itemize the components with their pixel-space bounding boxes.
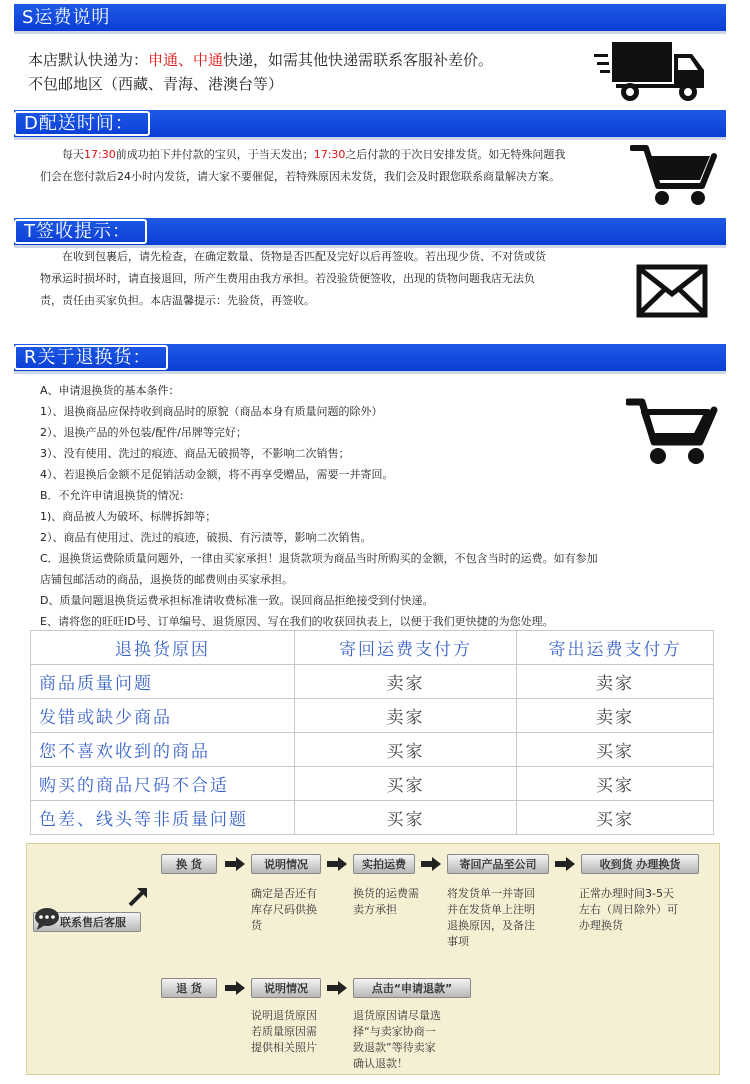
section-title-shipping: S运费说明 <box>22 7 111 28</box>
returns-line: 1)、商品被人为破坏、标牌拆卸等； <box>40 510 217 523</box>
shipping-suffix: 快递，如需其他快递需联系客服补差价。 <box>223 51 494 69</box>
returns-line: 2）、商品有使用过、洗过的痕迹，破损、有污渍等，影响二次销售。 <box>40 531 372 544</box>
truck-icon <box>594 40 706 104</box>
table-row <box>31 801 714 835</box>
table-row <box>31 733 714 767</box>
desc-refund-2: 退货原因请尽量选 择“与卖家协商一 致退款”等待卖家 确认退款！ <box>353 1009 441 1070</box>
shipping-prefix: 本店默认快递为： <box>28 51 149 69</box>
shipping-line2: 不包邮地区（西藏、青海、港澳台等） <box>28 75 284 93</box>
chat-icon <box>33 906 61 932</box>
returns-line: 4）、若退换后金额不足促销活动金额，将不再享受赠品，需要一并寄回。 <box>40 468 394 481</box>
delivery-text-a: 每天 <box>62 148 84 161</box>
table-cell: 卖家 <box>517 699 714 733</box>
desc-exchange-4: 正常办理时间3-5天 左右（周日除外）可 办理换货 <box>579 887 678 932</box>
delivery-text-c: 之后付款的于次日安排发货。如无特殊问题我 <box>345 148 566 161</box>
arrow-right-icon <box>225 857 245 871</box>
table-header: 寄出运费支付方 <box>517 631 714 665</box>
arrow-right-icon <box>555 857 575 871</box>
section-bar-shipping <box>14 4 726 34</box>
returns-line: D、质量问题退换货运费承担标准请收费标准一致。误回商品拒绝接受到付快递。 <box>40 594 434 607</box>
returns-line: 店铺包邮活动的商品，退换货的邮费则由买家承担。 <box>40 573 293 586</box>
returns-line: E、请将您的旺旺ID号、订单编号、退货原因、写在我们的收获回执表上，以便于我们更快捷的为您处理。 <box>40 615 554 628</box>
table-cell: 商品质量问题 <box>31 665 295 699</box>
returns-line: B．不允许申请退换货的情况: <box>40 489 184 502</box>
step-refund-explain: 说明情况 <box>251 978 321 998</box>
table-header: 寄回运费支付方 <box>295 631 517 665</box>
table-cell: 卖家 <box>295 699 517 733</box>
step-send-back: 寄回产品至公司 <box>447 854 549 874</box>
section-bar-returns <box>14 344 726 374</box>
table-cell: 卖家 <box>517 665 714 699</box>
delivery-line2: 们会在您付款后24小时内发货，请大家不要催促，若特殊原因未发货，我们会及时跟您联系商量解决方案。 <box>40 170 560 183</box>
cart-icon <box>630 142 720 210</box>
section-title-receipt: T签收提示： <box>14 219 147 244</box>
envelope-icon <box>636 264 708 318</box>
step-explain: 说明情况 <box>251 854 321 874</box>
returns-cost-table <box>30 630 714 835</box>
table-cell: 买家 <box>295 733 517 767</box>
section-title-returns: R关于退换货： <box>14 345 168 370</box>
after-sales-flow <box>26 843 720 1075</box>
arrow-right-icon <box>327 981 347 995</box>
arrow-up-right-icon <box>127 884 151 908</box>
returns-line: 1）、退换商品应保持收到商品时的原貌（商品本身有质量问题的除外） <box>40 405 383 418</box>
table-cell: 发错或缺少商品 <box>31 699 295 733</box>
delivery-text-b: 前成功拍下并付款的宝贝，于当天发出； <box>115 148 314 161</box>
desc-exchange-1: 确定是否还有 库存尺码供换 货 <box>251 887 317 932</box>
desc-exchange-2: 换货的运费需 卖方承担 <box>353 887 419 916</box>
table-cell: 购买的商品尺码不合适 <box>31 767 295 801</box>
contact-service-label: 联系售后客服 <box>60 916 126 929</box>
table-row <box>31 665 714 699</box>
step-receive-exchange: 收到货 办理换货 <box>581 854 699 874</box>
desc-exchange-3: 将发货单一并寄回 并在发货单上注明 退换原因，及备注 事项 <box>447 887 535 948</box>
receipt-line1: 在收到包裹后，请先检查，在确定数量、货物是否匹配及完好以后再签收。若出现少货、不对货或货 <box>62 250 546 263</box>
arrow-right-icon <box>327 857 347 871</box>
arrow-right-icon <box>225 981 245 995</box>
table-cell: 买家 <box>295 767 517 801</box>
table-cell: 您不喜欢收到的商品 <box>31 733 295 767</box>
table-cell: 买家 <box>295 801 517 835</box>
delivery-line1 <box>62 144 565 166</box>
table-cell: 色差、线头等非质量问题 <box>31 801 295 835</box>
step-apply-refund: 点击“申请退款” <box>353 978 471 998</box>
section-bar-receipt <box>14 218 726 248</box>
table-cell: 买家 <box>517 733 714 767</box>
returns-line: 3）、没有使用、洗过的痕迹、商品无破损等，不影响二次销售； <box>40 447 350 460</box>
step-photo-freight: 实拍运费 <box>353 854 415 874</box>
table-cell: 卖家 <box>295 665 517 699</box>
shipping-couriers: 申通、中通 <box>148 51 224 69</box>
table-header-row <box>31 631 714 665</box>
returns-line: 2）、退换产品的外包装/配件/吊牌等完好； <box>40 426 247 439</box>
receipt-line3: 责，责任由买家负担。本店温馨提示：先验货，再签收。 <box>40 294 315 307</box>
section-bar-delivery <box>14 110 726 140</box>
section-title-delivery: D配送时间： <box>14 111 150 136</box>
table-cell: 买家 <box>517 801 714 835</box>
arrow-right-icon <box>421 857 441 871</box>
delivery-time1: 17:30 <box>84 148 116 161</box>
cart-icon <box>626 394 718 470</box>
returns-rules <box>40 380 598 632</box>
delivery-time2: 17:30 <box>313 148 346 161</box>
table-row <box>31 767 714 801</box>
returns-line: A、申请退换货的基本条件： <box>40 384 180 397</box>
step-refund: 退 货 <box>161 978 217 998</box>
returns-line: C．退换货运费除质量问题外，一律由买家承担！退货款项为商品当时所购买的金额，不包含当时的运费。如有参加 <box>40 552 598 565</box>
receipt-line2: 物承运时损坏时，请直接退回，所产生费用由我方承担。若没验货便签收，出现的货物问题我店无法负 <box>40 272 535 285</box>
table-cell: 买家 <box>517 767 714 801</box>
shipping-line1 <box>28 48 493 72</box>
table-header: 退换货原因 <box>31 631 295 665</box>
table-row <box>31 699 714 733</box>
step-exchange: 换 货 <box>161 854 217 874</box>
desc-refund-1: 说明退货原因 若质量原因需 提供相关照片 <box>251 1009 317 1054</box>
